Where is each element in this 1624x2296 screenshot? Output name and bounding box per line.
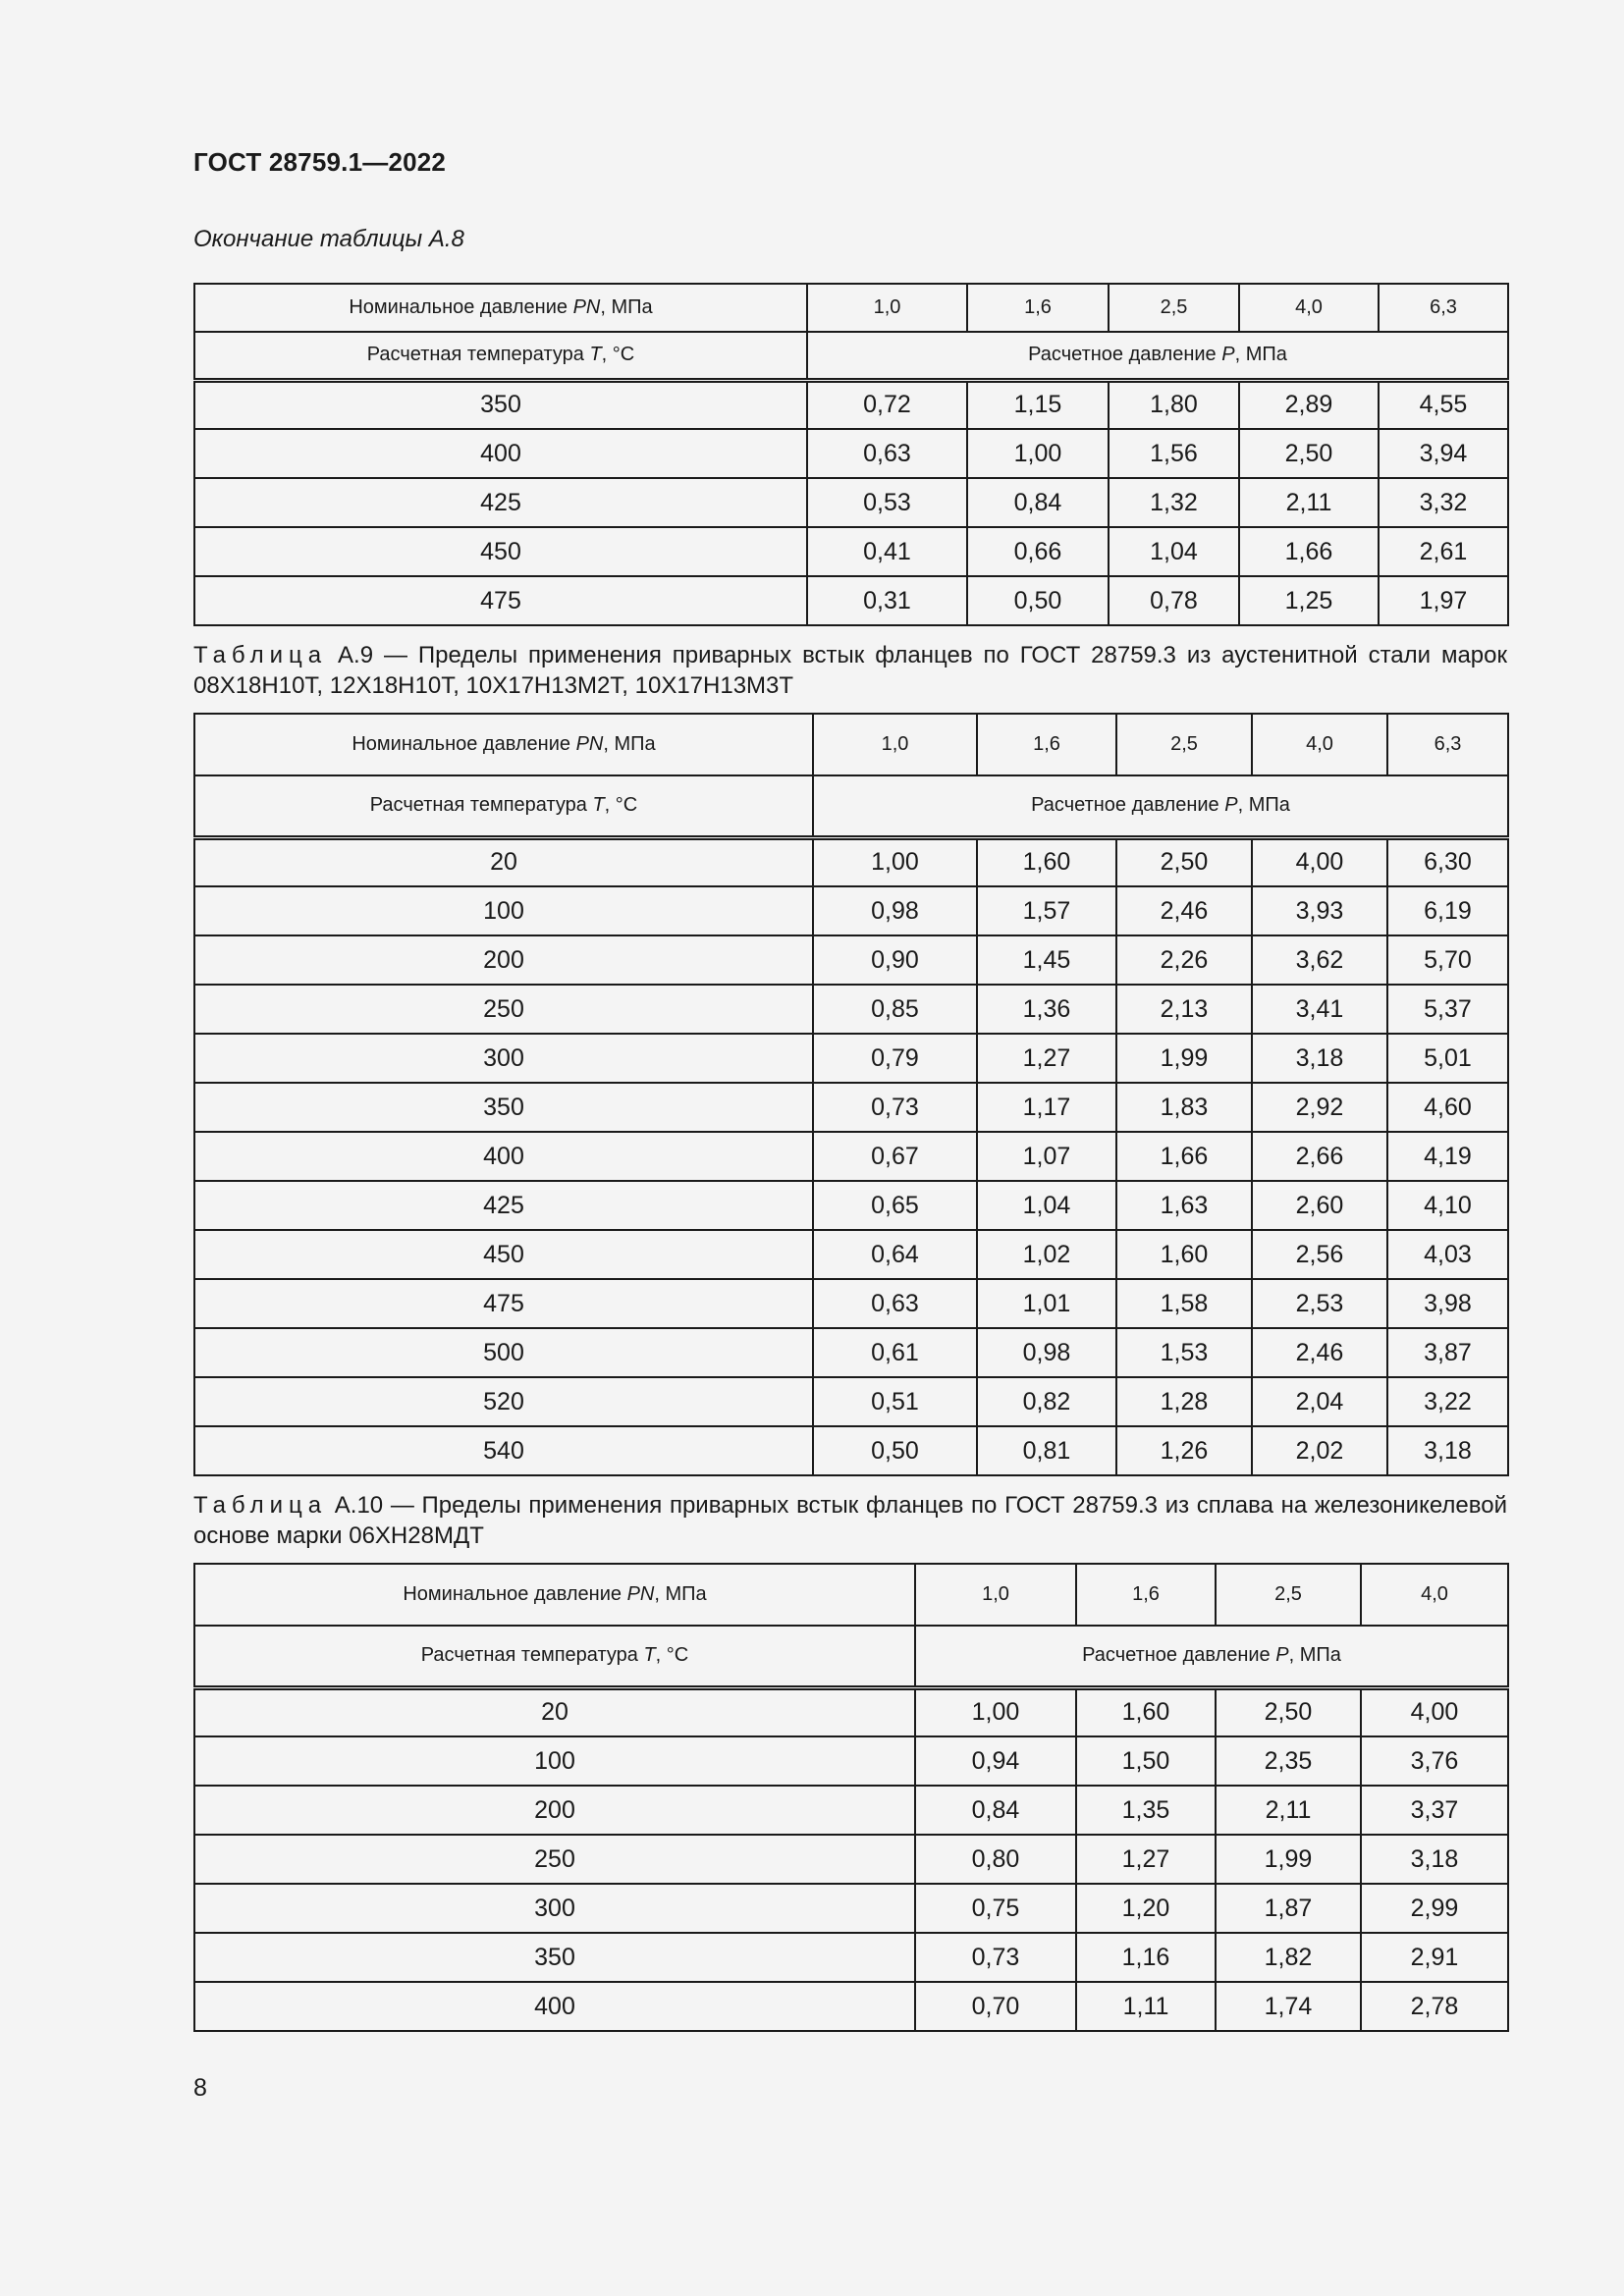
table-row <box>194 1230 1508 1279</box>
header-row-nominal-pressure <box>194 714 1508 775</box>
pressure-cell: 2,11 <box>1239 478 1379 527</box>
pressure-cell: 2,02 <box>1252 1426 1387 1475</box>
pressure-cell: 2,60 <box>1252 1181 1387 1230</box>
pn-value: 1,0 <box>807 284 967 332</box>
pressure-cell: 4,10 <box>1387 1181 1508 1230</box>
temperature-cell: 475 <box>194 1279 813 1328</box>
pressure-cell: 2,61 <box>1379 527 1508 576</box>
pressure-cell: 3,41 <box>1252 985 1387 1034</box>
pressure-cell: 4,03 <box>1387 1230 1508 1279</box>
pressure-cell: 1,35 <box>1076 1786 1216 1835</box>
temperature-cell: 425 <box>194 478 807 527</box>
temperature-cell: 350 <box>194 1933 915 1982</box>
pressure-cell: 2,35 <box>1216 1736 1361 1786</box>
header-row-nominal-pressure <box>194 284 1508 332</box>
pressure-cell: 3,94 <box>1379 429 1508 478</box>
pressure-cell: 1,80 <box>1109 380 1239 429</box>
pn-value: 4,0 <box>1361 1564 1508 1626</box>
temperature-cell: 450 <box>194 527 807 576</box>
table-a10 <box>193 1563 1509 2032</box>
pressure-cell: 1,07 <box>977 1132 1116 1181</box>
pressure-cell: 1,45 <box>977 935 1116 985</box>
header-row-design-temperature <box>194 775 1508 837</box>
header-row-design-temperature <box>194 1626 1508 1687</box>
table-row <box>194 1835 1508 1884</box>
pressure-cell: 1,00 <box>967 429 1109 478</box>
pressure-cell: 0,73 <box>915 1933 1076 1982</box>
pressure-cell: 2,89 <box>1239 380 1379 429</box>
pressure-cell: 0,75 <box>915 1884 1076 1933</box>
caption-text: А.10 — Пределы применения приварных встык фланцев по ГОСТ 28759.3 из сплава на железоникелевой основе марки 06ХН28МДТ <box>193 1492 1507 1549</box>
design-pressure-label: Расчетное давление P, МПа <box>813 775 1508 837</box>
table-a9-caption <box>193 640 1507 701</box>
pressure-cell: 1,11 <box>1076 1982 1216 2031</box>
pressure-cell: 1,60 <box>1076 1687 1216 1736</box>
pressure-cell: 1,28 <box>1116 1377 1252 1426</box>
pressure-cell: 0,63 <box>813 1279 977 1328</box>
document-id: ГОСТ 28759.1—2022 <box>193 147 447 177</box>
pressure-cell: 1,66 <box>1116 1132 1252 1181</box>
table-row <box>194 380 1508 429</box>
table-row <box>194 985 1508 1034</box>
pressure-cell: 0,84 <box>967 478 1109 527</box>
pressure-cell: 6,19 <box>1387 886 1508 935</box>
pressure-cell: 0,67 <box>813 1132 977 1181</box>
nominal-pressure-label: Номинальное давление PN, МПа <box>194 1564 915 1626</box>
pressure-cell: 0,98 <box>977 1328 1116 1377</box>
pressure-cell: 1,60 <box>977 837 1116 886</box>
pressure-cell: 2,50 <box>1239 429 1379 478</box>
temperature-cell: 100 <box>194 1736 915 1786</box>
table-row <box>194 1083 1508 1132</box>
table-row <box>194 1181 1508 1230</box>
table-word: Таблица <box>193 642 328 668</box>
pressure-cell: 6,30 <box>1387 837 1508 886</box>
temperature-cell: 400 <box>194 429 807 478</box>
pressure-cell: 5,70 <box>1387 935 1508 985</box>
header-row-design-temperature <box>194 332 1508 380</box>
table-row <box>194 1328 1508 1377</box>
design-temperature-label: Расчетная температура T, °С <box>194 332 807 380</box>
table-row <box>194 1034 1508 1083</box>
pn-value: 1,0 <box>813 714 977 775</box>
pressure-cell: 0,78 <box>1109 576 1239 625</box>
pressure-cell: 1,56 <box>1109 429 1239 478</box>
pn-value: 2,5 <box>1216 1564 1361 1626</box>
table-row <box>194 1377 1508 1426</box>
pn-value: 1,0 <box>915 1564 1076 1626</box>
design-temperature-label: Расчетная температура T, °С <box>194 1626 915 1687</box>
pressure-cell: 3,98 <box>1387 1279 1508 1328</box>
pressure-cell: 2,46 <box>1116 886 1252 935</box>
temperature-cell: 425 <box>194 1181 813 1230</box>
pressure-cell: 1,63 <box>1116 1181 1252 1230</box>
pressure-cell: 0,70 <box>915 1982 1076 2031</box>
pressure-cell: 3,93 <box>1252 886 1387 935</box>
pressure-cell: 3,87 <box>1387 1328 1508 1377</box>
pressure-cell: 0,53 <box>807 478 967 527</box>
pressure-cell: 2,99 <box>1361 1884 1508 1933</box>
table-row <box>194 1786 1508 1835</box>
pressure-cell: 3,37 <box>1361 1786 1508 1835</box>
temperature-cell: 500 <box>194 1328 813 1377</box>
pressure-cell: 2,92 <box>1252 1083 1387 1132</box>
pressure-cell: 0,63 <box>807 429 967 478</box>
pressure-cell: 1,00 <box>915 1687 1076 1736</box>
pn-value: 2,5 <box>1109 284 1239 332</box>
temperature-cell: 20 <box>194 837 813 886</box>
pressure-cell: 0,72 <box>807 380 967 429</box>
design-temperature-label: Расчетная температура T, °С <box>194 775 813 837</box>
temperature-cell: 20 <box>194 1687 915 1736</box>
temperature-cell: 475 <box>194 576 807 625</box>
pressure-cell: 1,83 <box>1116 1083 1252 1132</box>
pressure-cell: 1,74 <box>1216 1982 1361 2031</box>
pressure-cell: 0,41 <box>807 527 967 576</box>
temperature-cell: 200 <box>194 935 813 985</box>
pressure-cell: 3,18 <box>1387 1426 1508 1475</box>
pn-value: 4,0 <box>1252 714 1387 775</box>
temperature-cell: 300 <box>194 1884 915 1933</box>
pressure-cell: 1,17 <box>977 1083 1116 1132</box>
table-continuation-label: Окончание таблицы А.8 <box>193 226 464 252</box>
pressure-cell: 2,50 <box>1216 1687 1361 1736</box>
pressure-cell: 3,22 <box>1387 1377 1508 1426</box>
pressure-cell: 3,62 <box>1252 935 1387 985</box>
pressure-cell: 1,60 <box>1116 1230 1252 1279</box>
pressure-cell: 1,58 <box>1116 1279 1252 1328</box>
pressure-cell: 3,18 <box>1252 1034 1387 1083</box>
pressure-cell: 1,66 <box>1239 527 1379 576</box>
temperature-cell: 100 <box>194 886 813 935</box>
pressure-cell: 0,65 <box>813 1181 977 1230</box>
caption-text: А.9 — Пределы применения приварных встык фланцев по ГОСТ 28759.3 из аустенитной стали марок 08Х18Н10Т, 12Х18Н10Т, 10Х17Н13М2Т, 10Х17Н13М3Т <box>193 642 1507 699</box>
pressure-cell: 0,98 <box>813 886 977 935</box>
table-row <box>194 1279 1508 1328</box>
pressure-cell: 0,64 <box>813 1230 977 1279</box>
pressure-cell: 0,73 <box>813 1083 977 1132</box>
pressure-cell: 1,20 <box>1076 1884 1216 1933</box>
pressure-cell: 2,11 <box>1216 1786 1361 1835</box>
pressure-cell: 3,18 <box>1361 1835 1508 1884</box>
header-row-nominal-pressure <box>194 1564 1508 1626</box>
pressure-cell: 1,04 <box>1109 527 1239 576</box>
table-row <box>194 1426 1508 1475</box>
temperature-cell: 400 <box>194 1982 915 2031</box>
pressure-cell: 2,91 <box>1361 1933 1508 1982</box>
pressure-cell: 1,25 <box>1239 576 1379 625</box>
pressure-cell: 1,01 <box>977 1279 1116 1328</box>
pressure-cell: 2,46 <box>1252 1328 1387 1377</box>
pressure-cell: 2,78 <box>1361 1982 1508 2031</box>
pressure-cell: 0,82 <box>977 1377 1116 1426</box>
temperature-cell: 350 <box>194 380 807 429</box>
pressure-cell: 1,27 <box>977 1034 1116 1083</box>
pressure-cell: 2,04 <box>1252 1377 1387 1426</box>
pressure-cell: 2,56 <box>1252 1230 1387 1279</box>
pn-value: 4,0 <box>1239 284 1379 332</box>
temperature-cell: 350 <box>194 1083 813 1132</box>
table-word: Таблица <box>193 1492 328 1519</box>
table-a9 <box>193 713 1509 1476</box>
pn-value: 2,5 <box>1116 714 1252 775</box>
pressure-cell: 2,53 <box>1252 1279 1387 1328</box>
temperature-cell: 520 <box>194 1377 813 1426</box>
pn-value: 1,6 <box>1076 1564 1216 1626</box>
pressure-cell: 1,15 <box>967 380 1109 429</box>
table-row <box>194 1132 1508 1181</box>
pressure-cell: 0,79 <box>813 1034 977 1083</box>
pn-value: 1,6 <box>967 284 1109 332</box>
table-row <box>194 478 1508 527</box>
pressure-cell: 0,85 <box>813 985 977 1034</box>
pressure-cell: 1,04 <box>977 1181 1116 1230</box>
pressure-cell: 2,50 <box>1116 837 1252 886</box>
table-row <box>194 1933 1508 1982</box>
pressure-cell: 4,60 <box>1387 1083 1508 1132</box>
design-pressure-label: Расчетное давление P, МПа <box>807 332 1508 380</box>
pressure-cell: 1,32 <box>1109 478 1239 527</box>
pressure-cell: 1,36 <box>977 985 1116 1034</box>
pressure-cell: 2,66 <box>1252 1132 1387 1181</box>
table-row <box>194 429 1508 478</box>
pressure-cell: 0,61 <box>813 1328 977 1377</box>
pressure-cell: 1,26 <box>1116 1426 1252 1475</box>
table-row <box>194 1982 1508 2031</box>
temperature-cell: 250 <box>194 1835 915 1884</box>
pressure-cell: 1,16 <box>1076 1933 1216 1982</box>
pressure-cell: 3,32 <box>1379 478 1508 527</box>
pressure-cell: 0,90 <box>813 935 977 985</box>
temperature-cell: 200 <box>194 1786 915 1835</box>
table-a10-caption <box>193 1490 1507 1551</box>
pressure-cell: 0,50 <box>967 576 1109 625</box>
pressure-cell: 5,01 <box>1387 1034 1508 1083</box>
table-row <box>194 527 1508 576</box>
pn-value: 6,3 <box>1379 284 1508 332</box>
pressure-cell: 0,80 <box>915 1835 1076 1884</box>
pressure-cell: 0,51 <box>813 1377 977 1426</box>
temperature-cell: 300 <box>194 1034 813 1083</box>
pressure-cell: 1,87 <box>1216 1884 1361 1933</box>
table-row <box>194 1884 1508 1933</box>
pressure-cell: 0,66 <box>967 527 1109 576</box>
pressure-cell: 4,00 <box>1252 837 1387 886</box>
pressure-cell: 2,13 <box>1116 985 1252 1034</box>
design-pressure-label: Расчетное давление P, МПа <box>915 1626 1508 1687</box>
pressure-cell: 2,26 <box>1116 935 1252 985</box>
temperature-cell: 250 <box>194 985 813 1034</box>
pressure-cell: 5,37 <box>1387 985 1508 1034</box>
pressure-cell: 1,50 <box>1076 1736 1216 1786</box>
nominal-pressure-label: Номинальное давление PN, МПа <box>194 284 807 332</box>
pressure-cell: 1,99 <box>1116 1034 1252 1083</box>
pressure-cell: 1,99 <box>1216 1835 1361 1884</box>
pressure-cell: 1,97 <box>1379 576 1508 625</box>
pn-value: 1,6 <box>977 714 1116 775</box>
table-row <box>194 1687 1508 1736</box>
pressure-cell: 0,81 <box>977 1426 1116 1475</box>
temperature-cell: 400 <box>194 1132 813 1181</box>
pressure-cell: 1,02 <box>977 1230 1116 1279</box>
table-row <box>194 1736 1508 1786</box>
pressure-cell: 0,31 <box>807 576 967 625</box>
pressure-cell: 4,55 <box>1379 380 1508 429</box>
pressure-cell: 1,57 <box>977 886 1116 935</box>
pn-value: 6,3 <box>1387 714 1508 775</box>
pressure-cell: 1,27 <box>1076 1835 1216 1884</box>
pressure-cell: 4,00 <box>1361 1687 1508 1736</box>
temperature-cell: 450 <box>194 1230 813 1279</box>
table-a8 <box>193 283 1509 626</box>
pressure-cell: 0,94 <box>915 1736 1076 1786</box>
pressure-cell: 1,82 <box>1216 1933 1361 1982</box>
table-row <box>194 935 1508 985</box>
temperature-cell: 540 <box>194 1426 813 1475</box>
pressure-cell: 0,84 <box>915 1786 1076 1835</box>
page-number: 8 <box>193 2074 207 2102</box>
pressure-cell: 1,53 <box>1116 1328 1252 1377</box>
pressure-cell: 1,00 <box>813 837 977 886</box>
pressure-cell: 4,19 <box>1387 1132 1508 1181</box>
table-row <box>194 576 1508 625</box>
nominal-pressure-label: Номинальное давление PN, МПа <box>194 714 813 775</box>
pressure-cell: 3,76 <box>1361 1736 1508 1786</box>
table-row <box>194 886 1508 935</box>
pressure-cell: 0,50 <box>813 1426 977 1475</box>
table-row <box>194 837 1508 886</box>
